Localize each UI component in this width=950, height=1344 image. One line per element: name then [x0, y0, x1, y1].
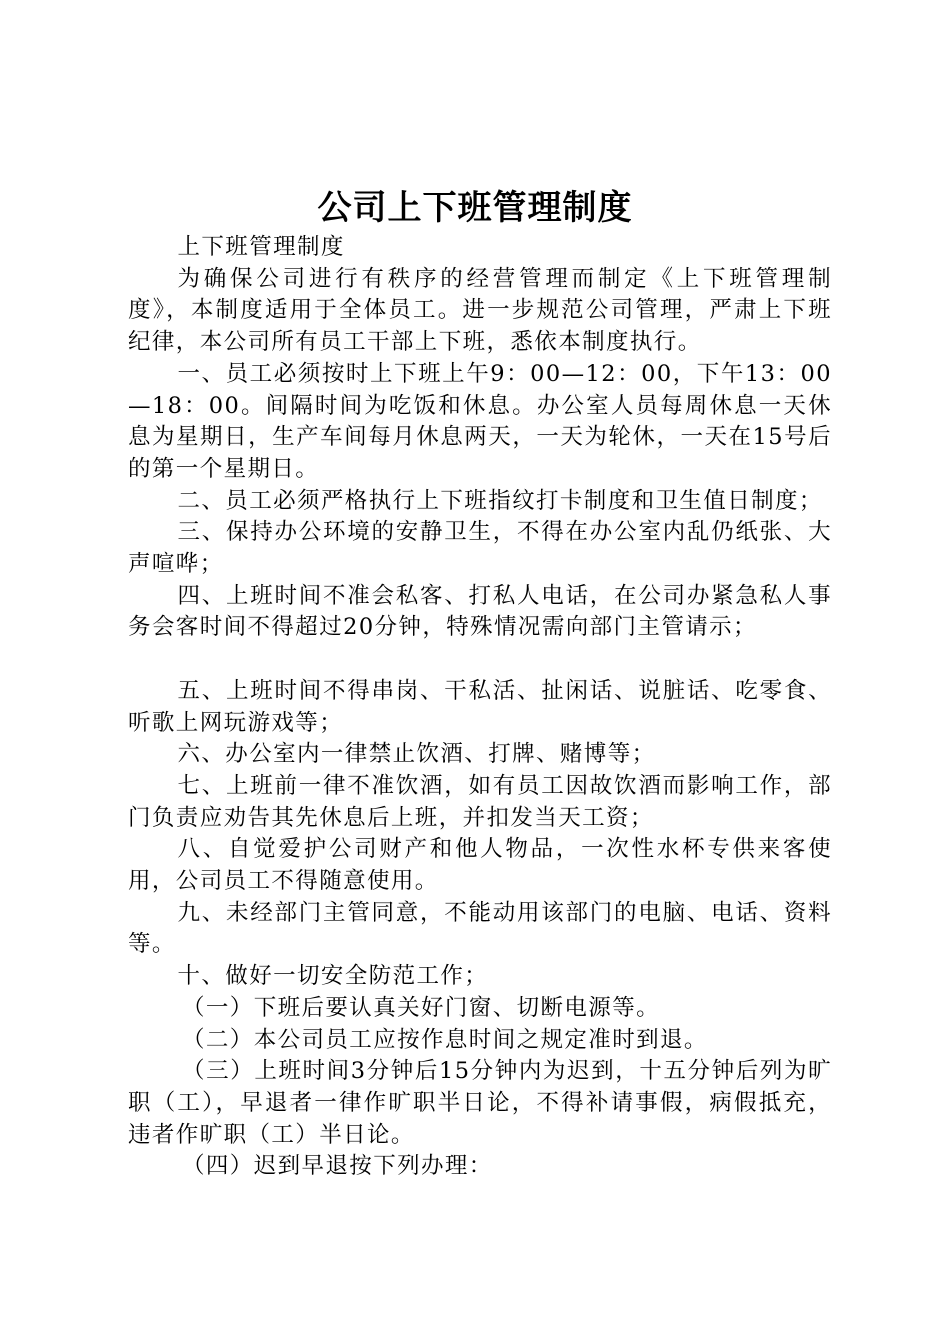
paragraph-intro: 为确保公司进行有秩序的经营管理而制定《上下班管理制度》，本制度适用于全体员工。进一步规范公司管理，严肃上下班纪律，本公司所有员工干部上下班，悉依本制度执行。 [128, 265, 832, 356]
paragraph-subrule-4: （四）迟到早退按下列办理： [182, 1153, 493, 1180]
paragraph-rule-7: 七、上班前一律不准饮酒，如有员工因故饮酒而影响工作，部门负责应劝告其先休息后上班，并扣发当天工资； [128, 772, 832, 831]
paragraph-heading: 上下班管理制度 [177, 234, 345, 260]
document-title: 公司上下班管理制度 [317, 188, 633, 228]
paragraph-subrule-1: （一）下班后要认真关好门窗、切断电源等。 [182, 994, 661, 1021]
paragraph-rule-4: 四、上班时间不准会私客、打私人电话，在公司办紧急私人事务会客时间不得超过20分钟，特殊情况需向部门主管请示； [128, 582, 832, 641]
paragraph-subrule-2: （二）本公司员工应按作息时间之规定准时到退。 [182, 1026, 708, 1053]
paragraph-rule-1: 一、员工必须按时上下班上午9：00—12：00，下午13：00—18：00。间隔时间为吃饭和休息。办公室人员每周休息一天休息为星期日，生产车间每月休息两天，一天为轮休，一天在15号后的第一个星期日。 [128, 360, 832, 482]
paragraph-rule-2: 二、员工必须严格执行上下班指纹打卡制度和卫生值日制度； [177, 487, 823, 514]
paragraph-rule-3: 三、保持办公环境的安静卫生，不得在办公室内乱仍纸张、大声喧哗； [128, 519, 832, 578]
paragraph-rule-8: 八、自觉爱护公司财产和他人物品，一次性水杯专供来客使用，公司员工不得随意使用。 [128, 836, 832, 895]
paragraph-subrule-3: （三）上班时间3分钟后15分钟内为迟到，十五分钟后列为旷职（工），早退者一律作旷职半日论，不得补请事假，病假抵充，违者作旷职（工）半日论。 [128, 1058, 832, 1148]
document-body [128, 232, 832, 1183]
paragraph-rule-10: 十、做好一切安全防范工作； [177, 963, 489, 990]
paragraph-rule-5: 五、上班时间不得串岗、干私活、扯闲话、说脏话、吃零食、听歌上网玩游戏等； [128, 677, 832, 736]
paragraph-rule-6: 六、办公室内一律禁止饮酒、打牌、赌博等； [177, 741, 656, 768]
paragraph-rule-9: 九、未经部门主管同意，不能动用该部门的电脑、电话、资料等。 [128, 899, 832, 958]
